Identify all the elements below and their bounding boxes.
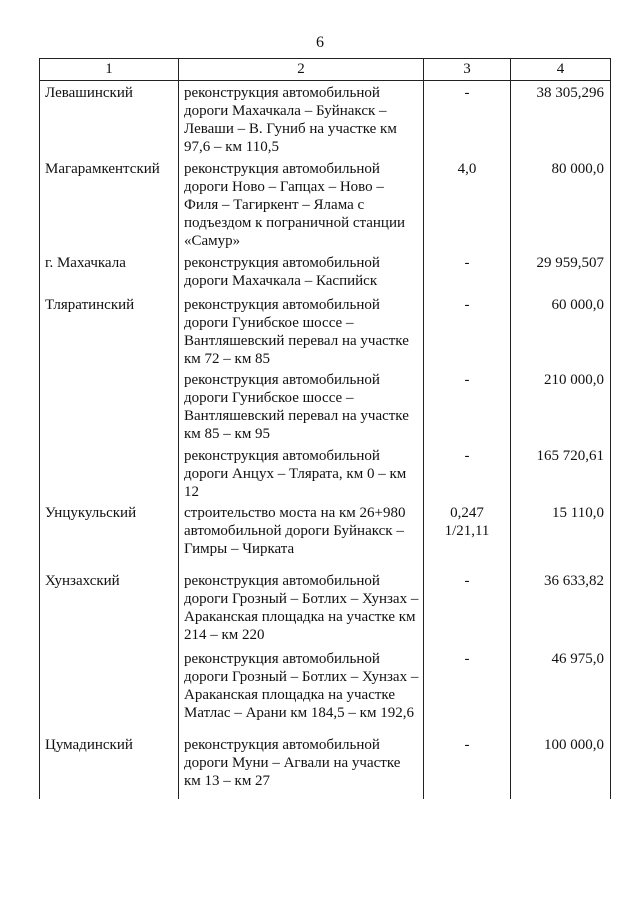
district-cell <box>40 444 179 501</box>
length-value: 0,247 <box>450 504 484 521</box>
length-value-secondary: 1/21,11 <box>444 522 490 539</box>
table-row <box>40 157 611 251</box>
table-row <box>40 81 611 157</box>
table-row <box>40 293 611 368</box>
cost-cell: 165 720,61 <box>511 444 611 501</box>
district-cell: Левашинский <box>40 81 179 157</box>
length-cell: - <box>424 81 511 157</box>
table-row <box>40 647 611 733</box>
district-cell: г. Махачкала <box>40 251 179 293</box>
work-description-cell: реконструкция автомобильной дороги Ново – Гапцах – Ново – Филя – Тагиркент – Ялама с подъездом к пограничной станции «Самур» <box>179 157 424 251</box>
work-description-cell: реконструкция автомобильной дороги Грозный – Ботлих – Хунзах – Араканская площадка на участке км 214 – км 220 <box>179 569 424 647</box>
cost-cell: 80 000,0 <box>511 157 611 251</box>
cost-cell: 15 110,0 <box>511 501 611 569</box>
cost-cell: 210 000,0 <box>511 368 611 444</box>
table-header-row <box>40 59 611 81</box>
work-description-cell: реконструкция автомобильной дороги Махачкала – Буйнакск – Леваши – В. Гуниб на участке км 97,6 – км 110,5 <box>179 81 424 157</box>
table-row <box>40 501 611 569</box>
column-header-1: 1 <box>40 59 179 81</box>
cost-cell: 38 305,296 <box>511 81 611 157</box>
length-cell: - <box>424 251 511 293</box>
table-row <box>40 569 611 647</box>
length-cell: - <box>424 293 511 368</box>
work-description-cell: реконструкция автомобильной дороги Махачкала – Каспийск <box>179 251 424 293</box>
cost-cell: 100 000,0 <box>511 733 611 799</box>
cost-cell: 29 959,507 <box>511 251 611 293</box>
work-description-cell: реконструкция автомобильной дороги Анцух – Тлярата, км 0 – км 12 <box>179 444 424 501</box>
district-cell: Магарамкентский <box>40 157 179 251</box>
column-header-2: 2 <box>179 59 424 81</box>
work-description-cell: реконструкция автомобильной дороги Муни – Агвали на участке км 13 – км 27 <box>179 733 424 799</box>
work-description-cell: строительство моста на км 26+980 автомобильной дороги Буйнакск – Гимры – Чирката <box>179 501 424 569</box>
work-description-cell: реконструкция автомобильной дороги Гунибское шоссе – Вантляшевский перевал на участке км 85 – км 95 <box>179 368 424 444</box>
column-header-3: 3 <box>424 59 511 81</box>
page-number: 6 <box>316 34 324 51</box>
district-cell: Хунзахский <box>40 569 179 647</box>
cost-cell: 60 000,0 <box>511 293 611 368</box>
table-row <box>40 368 611 444</box>
length-cell: - <box>424 733 511 799</box>
district-cell <box>40 647 179 733</box>
table-row <box>40 251 611 293</box>
data-table <box>39 58 611 799</box>
length-cell: - <box>424 444 511 501</box>
district-cell: Цумадинский <box>40 733 179 799</box>
table-row <box>40 733 611 799</box>
work-description-cell: реконструкция автомобильной дороги Грозный – Ботлих – Хунзах – Араканская площадка на участке Матлас – Арани км 184,5 – км 192,6 <box>179 647 424 733</box>
length-cell: - <box>424 368 511 444</box>
length-cell: - <box>424 569 511 647</box>
district-cell: Унцукульский <box>40 501 179 569</box>
work-description-cell: реконструкция автомобильной дороги Гунибское шоссе – Вантляшевский перевал на участке км 72 – км 85 <box>179 293 424 368</box>
cost-cell: 46 975,0 <box>511 647 611 733</box>
district-cell: Тляратинский <box>40 293 179 368</box>
length-cell <box>424 501 511 569</box>
table-row <box>40 444 611 501</box>
column-header-4: 4 <box>511 59 611 81</box>
length-cell: 4,0 <box>424 157 511 251</box>
district-cell <box>40 368 179 444</box>
cost-cell: 36 633,82 <box>511 569 611 647</box>
length-cell: - <box>424 647 511 733</box>
